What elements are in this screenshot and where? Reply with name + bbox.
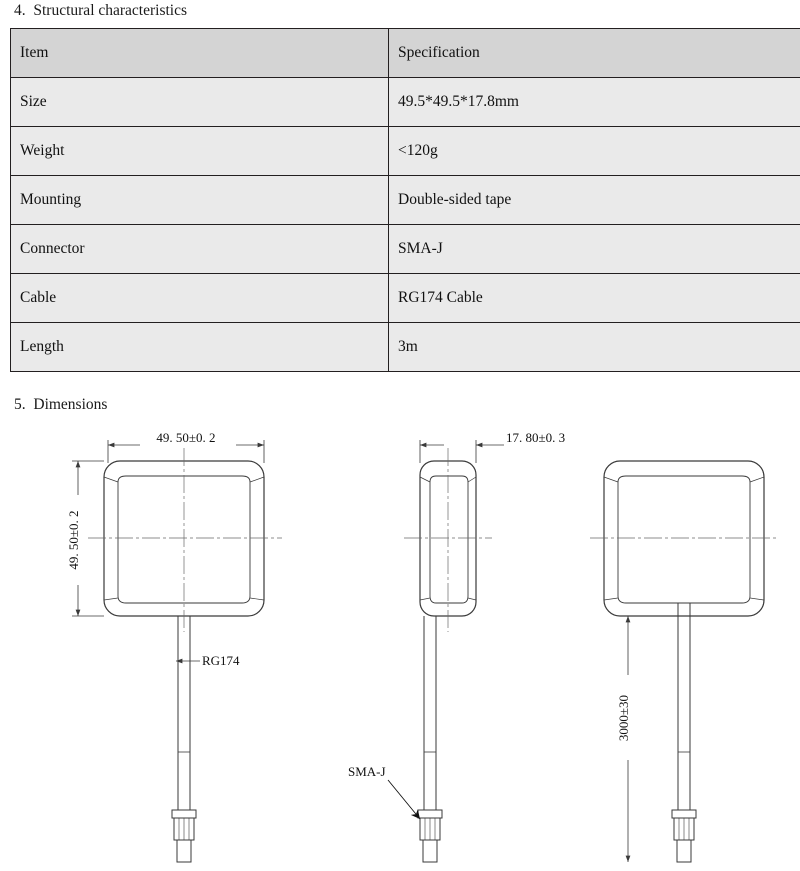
table-row: [11, 78, 800, 127]
cell-item-cable: Cable: [11, 274, 389, 323]
cell-item-size: Size: [11, 78, 389, 127]
section-title: Dimensions: [33, 396, 108, 413]
column-header-specification: Specification: [389, 29, 800, 78]
section-number: 5.: [14, 396, 26, 413]
back-view-cable-length-dimension: 3000±30: [616, 694, 631, 742]
side-view-thickness-dimension: 17. 80±0. 3: [506, 430, 566, 445]
dimension-drawings: [0, 420, 800, 871]
cell-spec-length: 3m: [389, 323, 800, 372]
side-view-drawing: [348, 430, 565, 862]
front-view-drawing: [66, 430, 282, 862]
table-header-row: [11, 29, 800, 78]
front-view-width-dimension: 49. 50±0. 2: [156, 430, 216, 445]
cell-item-length: Length: [11, 323, 389, 372]
back-view-drawing: [590, 461, 778, 862]
cell-spec-connector: SMA-J: [389, 225, 800, 274]
column-header-item: Item: [11, 29, 389, 78]
section-heading-dimensions: [14, 396, 107, 414]
table-row: [11, 323, 800, 372]
cell-spec-mounting: Double-sided tape: [389, 176, 800, 225]
cell-spec-weight: <120g: [389, 127, 800, 176]
cell-spec-cable: RG174 Cable: [389, 274, 800, 323]
cell-item-weight: Weight: [11, 127, 389, 176]
structural-characteristics-table: [10, 28, 800, 372]
front-view-height-dimension: 49. 50±0. 2: [66, 510, 81, 570]
cell-spec-size: 49.5*49.5*17.8mm: [389, 78, 800, 127]
section-number: 4.: [14, 2, 26, 19]
cell-item-connector: Connector: [11, 225, 389, 274]
section-heading-structural: [14, 2, 187, 20]
section-title: Structural characteristics: [33, 2, 188, 19]
table-row: [11, 127, 800, 176]
side-view-connector-label: SMA-J: [348, 764, 386, 779]
table-row: [11, 274, 800, 323]
table-row: [11, 176, 800, 225]
cell-item-mounting: Mounting: [11, 176, 389, 225]
front-view-cable-label: RG174: [202, 653, 240, 668]
technical-drawing-svg: [0, 420, 800, 871]
table-row: [11, 225, 800, 274]
